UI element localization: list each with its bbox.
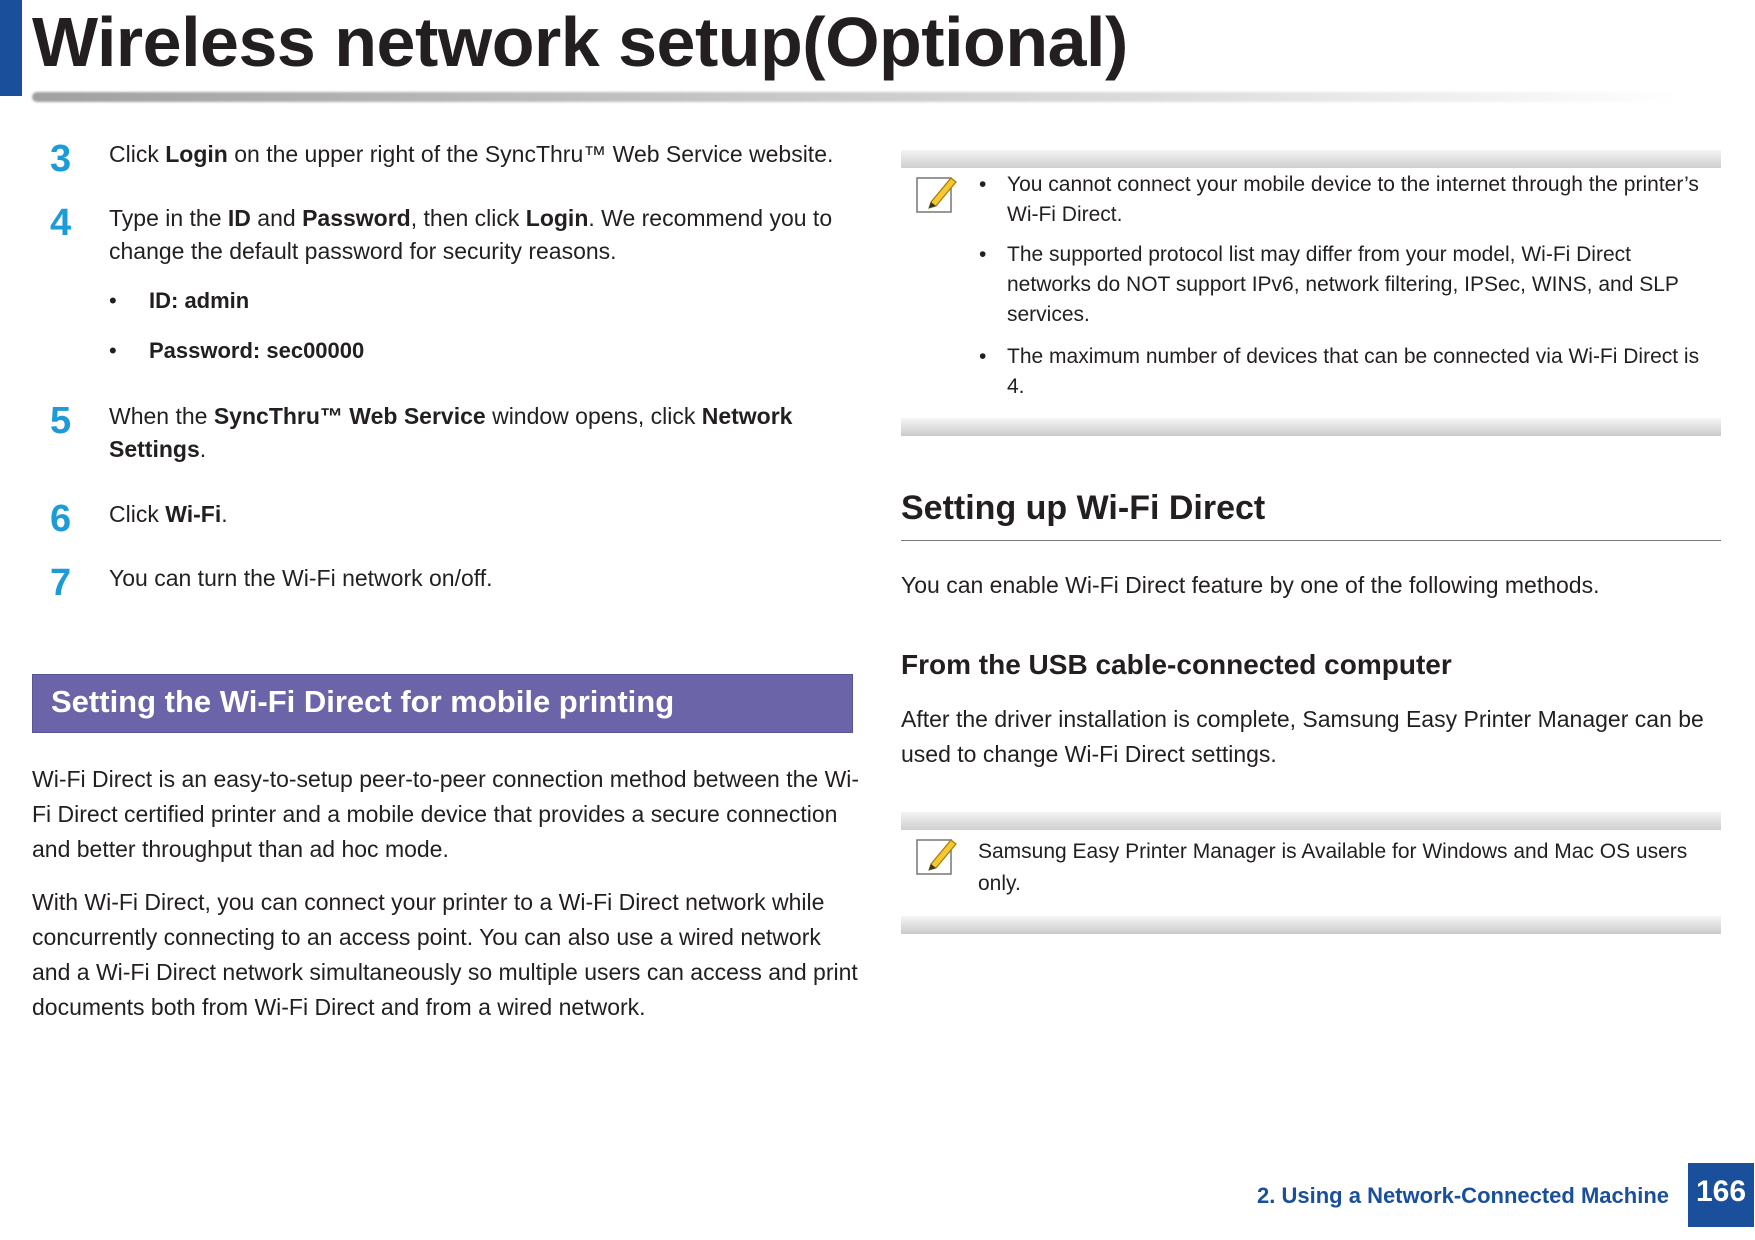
note-box-2-bottom-bar bbox=[901, 916, 1721, 934]
usb-paragraph: After the driver installation is complete, Samsung Easy Printer Manager can be used to change Wi-Fi Direct settings. bbox=[901, 706, 1704, 767]
step-number-4: 4 bbox=[50, 202, 72, 244]
step-number-3: 3 bbox=[50, 138, 72, 180]
step-7-text: You can turn the Wi-Fi network on/off. bbox=[109, 565, 493, 591]
page-number-badge bbox=[1688, 1163, 1754, 1227]
note-box-2-top-bar bbox=[901, 812, 1721, 830]
step-number-7: 7 bbox=[50, 562, 72, 604]
step-4-text: Type in the ID and Password, then click Login. We recommend you to change the default password for security reasons. bbox=[109, 205, 833, 264]
credential-bullet-password: • Password: sec00000 bbox=[109, 338, 365, 363]
step-5-text: When the SyncThru™ Web Service window opens, click Network Settings. bbox=[109, 403, 793, 462]
section-header-bar bbox=[32, 674, 853, 733]
section-paragraph-1: Wi-Fi Direct is an easy-to-setup peer-to-peer connection method between the Wi-Fi Direct certified printer and a mobile device that provides a secure connection and better throughput than ad hoc mode. bbox=[32, 766, 860, 862]
note-1-item-3: • The maximum number of devices that can be connected via Wi-Fi Direct is 4. bbox=[979, 345, 1700, 398]
heading-rule bbox=[901, 540, 1721, 541]
section-paragraph-2: With Wi-Fi Direct, you can connect your printer to a Wi-Fi Direct network while concurrently connecting to an access point. You can also use a wired network and a Wi-Fi Direct network simultaneously so multiple users can access and print documents both from Wi-Fi Direct and from a wired network. bbox=[32, 889, 858, 1020]
page-number: 166 bbox=[1695, 1175, 1747, 1208]
footer-chapter-title: 2. Using a Network-Connected Machine bbox=[1257, 1183, 1669, 1208]
note-1-item-1: • You cannot connect your mobile device to the internet through the printer’s Wi-Fi Direct. bbox=[979, 173, 1699, 226]
heading-usb-connected: From the USB cable-connected computer bbox=[901, 649, 1452, 680]
step-3-text: Click Login on the upper right of the SyncThru™ Web Service website. bbox=[109, 141, 834, 167]
note-box-1-bottom-bar bbox=[901, 418, 1721, 436]
note-box-1 bbox=[901, 150, 1721, 436]
page-title: Wireless network setup(Optional) bbox=[32, 3, 1128, 81]
note-box-2 bbox=[901, 812, 1721, 934]
title-underline bbox=[32, 92, 1682, 102]
credential-bullet-id: • ID: admin bbox=[109, 288, 250, 313]
note-1-item-2: • The supported protocol list may differ from your model, Wi-Fi Direct networks do NOT support IPv6, network filtering, IPSec, WINS, and SLP services. bbox=[979, 243, 1679, 326]
step-number-6: 6 bbox=[50, 498, 72, 540]
step-6-text: Click Wi-Fi. bbox=[109, 501, 228, 527]
heading-setting-up-wifi-direct: Setting up Wi-Fi Direct bbox=[901, 489, 1266, 527]
setup-intro-text: You can enable Wi-Fi Direct feature by one of the following methods. bbox=[901, 572, 1600, 598]
note-pencil-icon bbox=[915, 172, 959, 216]
step-number-5: 5 bbox=[50, 400, 72, 442]
note-pencil-icon bbox=[915, 834, 959, 878]
note-box-1-top-bar bbox=[901, 150, 1721, 168]
title-accent-bar bbox=[0, 0, 22, 96]
note-2-text: Samsung Easy Printer Manager is Available for Windows and Mac OS users only. bbox=[978, 840, 1688, 895]
section-title: Setting the Wi-Fi Direct for mobile printing bbox=[51, 684, 675, 719]
